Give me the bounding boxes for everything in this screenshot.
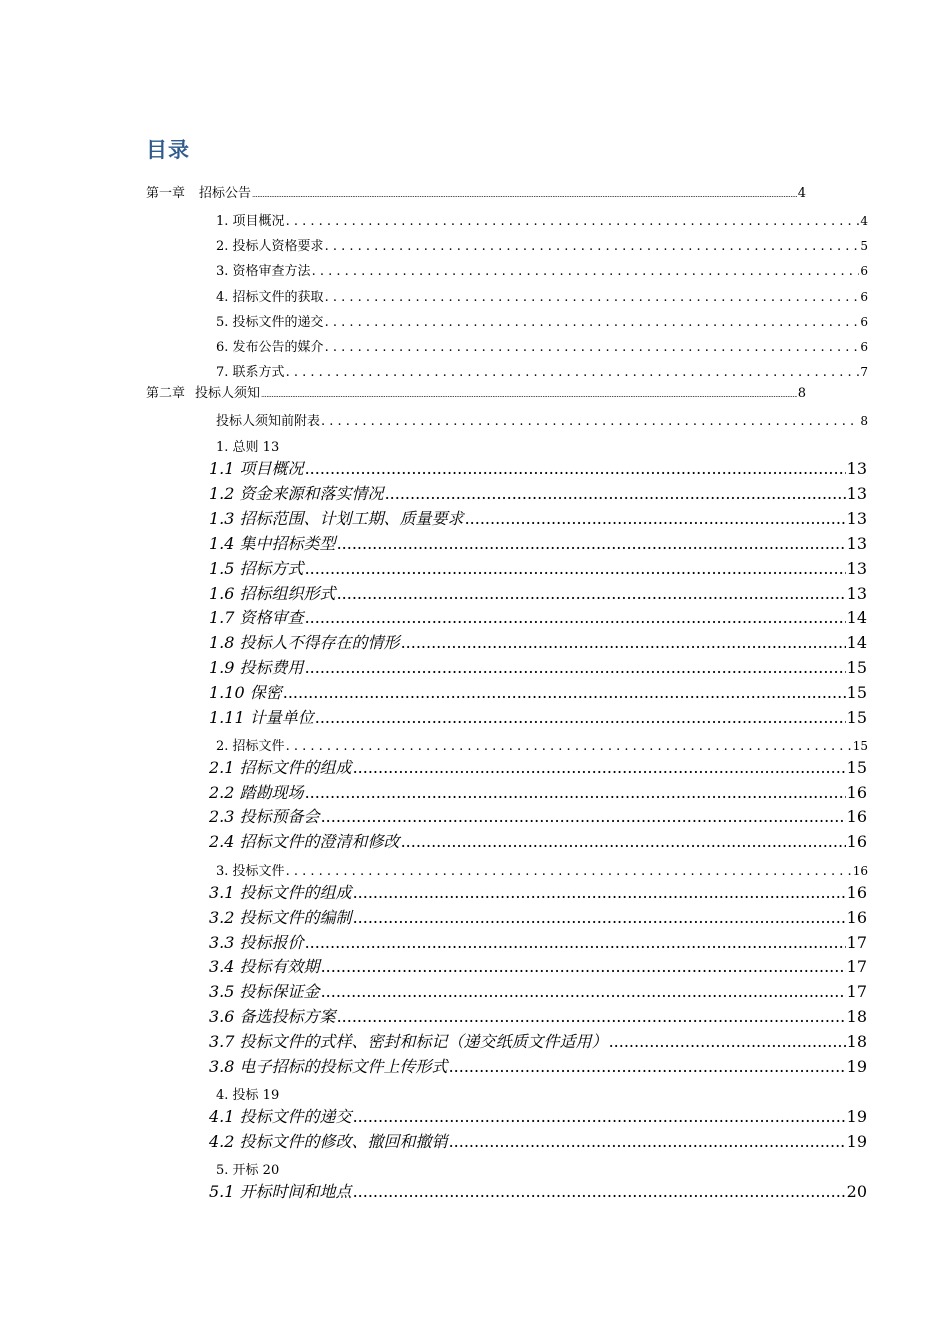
toc-item-4-2[interactable]: [209, 1129, 867, 1152]
leader-dots: [321, 807, 846, 826]
page-number: 15: [846, 758, 867, 777]
leader-dots: [312, 264, 860, 279]
entry-num: 5.1: [209, 1182, 235, 1201]
entry-num: 1.3: [209, 508, 235, 528]
toc-chapter-1[interactable]: [146, 182, 806, 201]
chapter-label: 第二章: [146, 386, 186, 401]
toc-section-3[interactable]: [216, 860, 868, 879]
entry-title: 招标组织形式: [239, 583, 336, 603]
page-number: 18: [846, 1031, 867, 1051]
entry-title: 项目概况: [239, 459, 304, 478]
entry-title: 计量单位: [249, 708, 314, 727]
entry-title: 投标文件的递交: [232, 314, 324, 330]
toc-section-2[interactable]: [216, 735, 868, 754]
entry-num: 4.1: [209, 1107, 235, 1126]
entry-title: 投标文件的式样、密封和标记（递交纸质文件适用）: [239, 1031, 608, 1051]
page-number: 4: [797, 186, 806, 201]
entry-num: 3.8: [209, 1056, 235, 1076]
entry-num: 3.3: [209, 932, 235, 952]
toc-item-3-4[interactable]: [209, 954, 867, 977]
toc-item-1-5[interactable]: [209, 556, 867, 579]
toc-item-3-1[interactable]: [209, 880, 867, 903]
toc-ch1-section-1[interactable]: [216, 210, 868, 229]
leader-dots: [321, 982, 846, 1001]
page-number: 18: [846, 1007, 867, 1026]
page-number: 17: [846, 957, 867, 977]
chapter-label: 第一章: [146, 186, 186, 201]
entry-title: 资格审查方法: [232, 264, 311, 280]
toc-ch1-section-6[interactable]: [216, 336, 868, 355]
toc-item-2-3[interactable]: [209, 804, 867, 827]
entry-title: 投标保证金: [239, 982, 320, 1002]
page-number: 15: [846, 708, 867, 727]
entry-title: 投标人资格要求: [232, 239, 324, 255]
page-number: 19: [846, 1132, 867, 1151]
entry-num: 2.3: [209, 807, 235, 827]
page-number: 16: [846, 807, 867, 827]
leader-dots: [449, 1132, 846, 1151]
entry-title: 投标文件的编制: [239, 907, 352, 927]
toc-item-3-8[interactable]: [209, 1054, 867, 1077]
page-number: 5: [860, 239, 868, 254]
toc-item-1-4[interactable]: [209, 531, 867, 554]
entry-num: 1.6: [209, 583, 235, 603]
entry-title: 集中招标类型: [239, 533, 336, 553]
entry-num: 2.4: [209, 832, 235, 852]
page-number: 13: [846, 583, 867, 603]
page-number: 6: [860, 340, 868, 354]
page-number: 4: [860, 214, 868, 228]
entry-num: 3.2: [209, 907, 235, 927]
leader-dots: [609, 1032, 846, 1051]
leader-dots: [252, 191, 797, 199]
entry-num: 2.2: [209, 782, 235, 802]
toc-item-3-2[interactable]: [209, 905, 867, 928]
entry-title: 招标方式: [239, 558, 304, 578]
entry-title: 联系方式: [232, 365, 285, 381]
entry-title: 投标费用: [239, 658, 304, 678]
entry-num: 4.: [216, 289, 229, 305]
toc-ch1-section-7[interactable]: [216, 361, 868, 380]
leader-dots: [321, 957, 846, 976]
entry-num: 1.2: [209, 483, 235, 503]
leader-dots: [401, 633, 846, 652]
leader-dots: [465, 509, 846, 528]
entry-title: 投标预备会: [239, 807, 320, 827]
leader-dots: [305, 559, 846, 578]
toc-item-3-3[interactable]: [209, 930, 867, 953]
page-number: 16: [852, 864, 868, 878]
page-number: 16: [846, 832, 867, 852]
leader-dots: [325, 340, 860, 355]
toc-item-2-2[interactable]: [209, 780, 867, 803]
toc-ch1-section-3[interactable]: [216, 260, 868, 279]
entry-title: 投标人须知前附表: [216, 414, 321, 429]
entry-title: 发布公告的媒介: [232, 340, 324, 355]
entry-num: 1.5: [209, 558, 235, 578]
leader-dots: [286, 864, 852, 879]
entry-num: 3.1: [209, 883, 235, 902]
leader-dots: [337, 1007, 846, 1026]
page-number: 19: [846, 1056, 867, 1076]
toc-item-2-1[interactable]: [209, 755, 867, 778]
entry-num: 3.5: [209, 982, 235, 1002]
entry-title: 投标有效期: [239, 957, 320, 977]
entry-num: 1.: [216, 214, 229, 229]
section-heading-1[interactable]: 1. 总则 13: [216, 440, 280, 455]
toc-item-5-1[interactable]: [209, 1179, 867, 1202]
chapter-title: 投标人须知: [195, 386, 261, 401]
entry-title: 踏勘现场: [239, 782, 304, 802]
entry-num: 1.11: [209, 708, 245, 727]
leader-dots: [286, 214, 860, 229]
page-number: 16: [846, 883, 867, 902]
entry-num: 1.4: [209, 533, 235, 553]
toc-item-3-6[interactable]: [209, 1004, 867, 1027]
toc-item-1-10[interactable]: [209, 680, 867, 703]
leader-dots: [401, 832, 846, 851]
leader-dots: [353, 1107, 846, 1126]
entry-title: 保密: [249, 683, 282, 703]
entry-title: 投标文件的修改、撤回和撤销: [239, 1132, 448, 1151]
page-number: 14: [846, 608, 867, 628]
page-number: 15: [846, 658, 867, 678]
toc-item-4-1[interactable]: [209, 1104, 867, 1127]
page-number: 13: [846, 459, 867, 478]
entry-num: 1.1: [209, 459, 235, 478]
section-num: 2.: [216, 739, 229, 754]
toc-entry-pre-table[interactable]: [216, 410, 868, 429]
page-number: 20: [846, 1182, 867, 1201]
entry-num: 1.8: [209, 633, 235, 653]
chapter-title: 招标公告: [199, 186, 252, 201]
entry-title: 开标时间和地点: [239, 1182, 352, 1201]
page-number: 8: [797, 386, 806, 401]
leader-dots: [325, 239, 860, 254]
page-number: 19: [846, 1107, 867, 1126]
toc-ch1-section-5[interactable]: [216, 311, 868, 330]
entry-num: 7.: [216, 365, 229, 381]
entry-num: 3.4: [209, 957, 235, 977]
leader-dots: [305, 658, 846, 677]
leader-dots: [305, 783, 846, 802]
toc-ch1-section-2[interactable]: [216, 235, 868, 254]
page-number: 7: [860, 365, 868, 380]
page-number: 13: [846, 558, 867, 578]
section-heading-5[interactable]: 5. 开标 20: [216, 1163, 280, 1178]
toc-item-1-7[interactable]: [209, 605, 867, 628]
page-number: 15: [852, 739, 868, 753]
leader-dots: [261, 391, 797, 399]
leader-dots: [385, 484, 846, 503]
entry-title: 投标文件的递交: [239, 1107, 352, 1126]
page-number: 14: [846, 633, 867, 653]
entry-title: 招标文件的获取: [232, 289, 324, 305]
entry-num: 3.6: [209, 1007, 235, 1026]
leader-dots: [286, 365, 860, 380]
toc-item-1-8[interactable]: [209, 630, 867, 653]
entry-title: 资格审查: [239, 608, 304, 628]
entry-title: 招标文件的澄清和修改: [239, 832, 400, 852]
page-number: 6: [860, 264, 868, 279]
entry-num: 1.9: [209, 658, 235, 678]
leader-dots: [325, 315, 860, 330]
entry-title: 项目概况: [232, 214, 285, 229]
leader-dots: [449, 1057, 846, 1076]
leader-dots: [305, 933, 846, 952]
section-heading-4[interactable]: 4. 投标 19: [216, 1088, 280, 1103]
entry-title: 投标文件的组成: [239, 883, 352, 902]
toc-item-3-7[interactable]: [209, 1029, 867, 1052]
toc-item-1-1[interactable]: [209, 456, 867, 479]
entry-num: 1.7: [209, 608, 235, 628]
page-number: 16: [846, 782, 867, 802]
page-number: 15: [846, 683, 867, 703]
toc-chapter-2[interactable]: [146, 382, 806, 401]
entry-title: 投标人不得存在的情形: [239, 633, 400, 653]
entry-title: 投标报价: [239, 932, 304, 952]
entry-num: 6.: [216, 340, 229, 355]
toc-item-1-3[interactable]: [209, 506, 867, 529]
page-number: 13: [846, 508, 867, 528]
leader-dots: [305, 608, 846, 627]
toc-item-1-9[interactable]: [209, 655, 867, 678]
leader-dots: [283, 683, 846, 702]
leader-dots: [325, 290, 860, 305]
toc-item-1-11[interactable]: [209, 705, 867, 728]
entry-title: 招标文件的组成: [239, 758, 352, 777]
page-number: 8: [860, 414, 868, 428]
entry-num: 2.: [216, 239, 229, 255]
page-number: 13: [846, 483, 867, 503]
toc-item-1-2[interactable]: [209, 481, 867, 504]
leader-dots: [286, 739, 852, 754]
leader-dots: [353, 758, 846, 777]
entry-num: 5.: [216, 314, 229, 330]
page-number: 17: [846, 932, 867, 952]
page-number: 13: [846, 533, 867, 553]
page-number: 6: [860, 289, 868, 304]
entry-num: 3.: [216, 264, 229, 280]
leader-dots: [315, 708, 846, 727]
entry-title: 备选投标方案: [239, 1007, 336, 1026]
page-number: 6: [860, 314, 868, 329]
toc-title: 目录: [146, 138, 190, 162]
toc-item-1-6[interactable]: [209, 581, 867, 604]
entry-title: 电子招标的投标文件上传形式: [239, 1056, 448, 1076]
leader-dots: [337, 534, 846, 553]
leader-dots: [353, 883, 846, 902]
leader-dots: [321, 414, 859, 429]
entry-num: 2.1: [209, 758, 235, 777]
leader-dots: [305, 459, 846, 478]
leader-dots: [337, 584, 846, 603]
page-number: 17: [846, 982, 867, 1002]
entry-title: 资金来源和落实情况: [239, 483, 384, 503]
toc-ch1-section-4[interactable]: [216, 286, 868, 305]
section-num: 3.: [216, 864, 229, 879]
leader-dots: [353, 908, 846, 927]
entry-title: 招标范围、计划工期、质量要求: [239, 508, 464, 528]
section-title: 投标文件: [232, 864, 285, 879]
entry-num: 4.2: [209, 1132, 235, 1151]
toc-item-2-4[interactable]: [209, 829, 867, 852]
entry-num: 1.10: [209, 683, 245, 703]
entry-num: 3.7: [209, 1031, 235, 1051]
toc-item-3-5[interactable]: [209, 979, 867, 1002]
page-number: 16: [846, 907, 867, 927]
section-title: 招标文件: [232, 739, 285, 754]
leader-dots: [353, 1182, 846, 1201]
